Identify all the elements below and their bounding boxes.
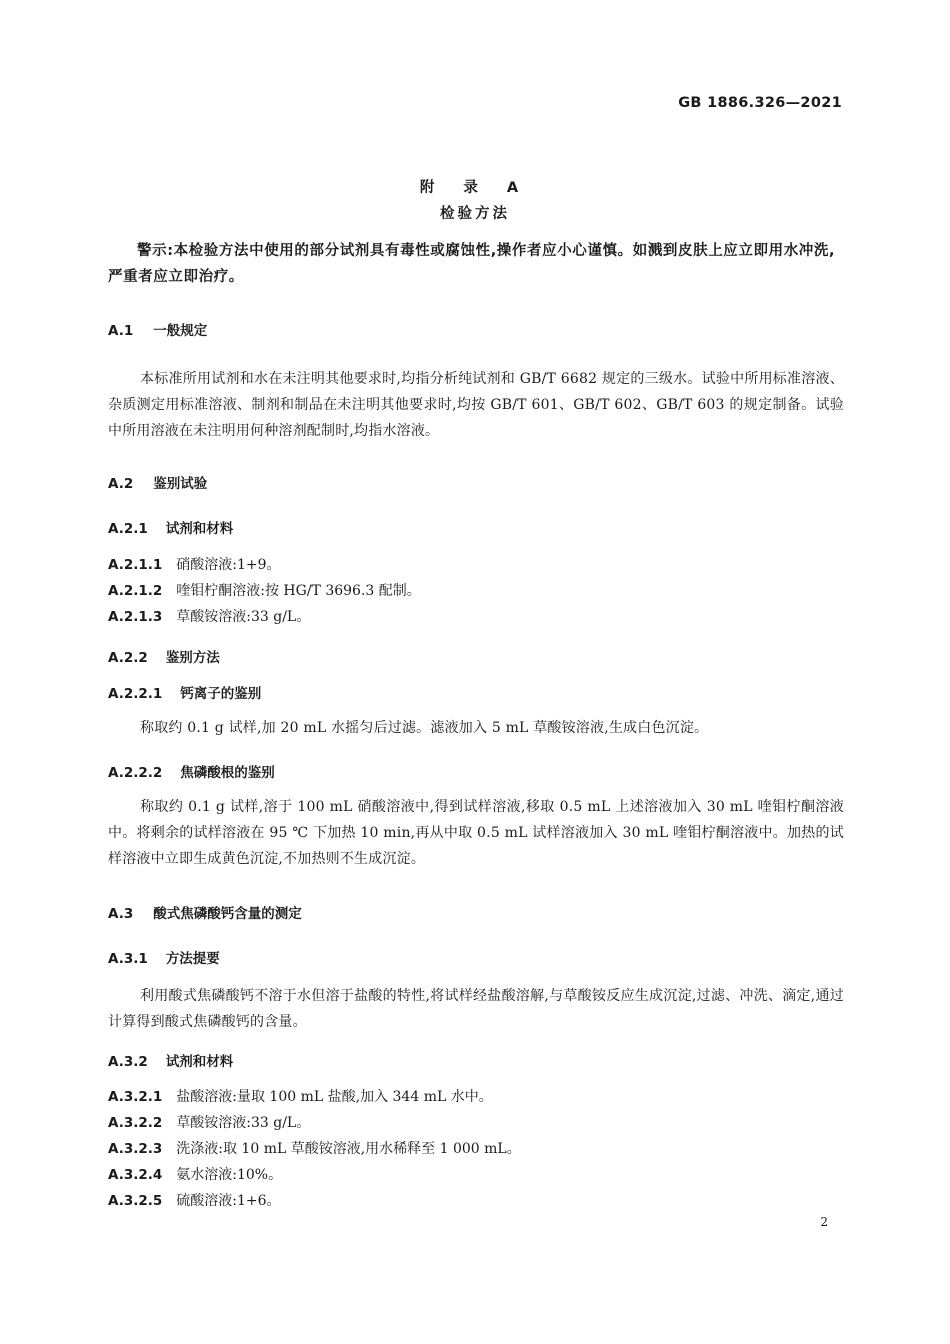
section-heading-a1 (108, 319, 207, 339)
section-number: A.2.2.2 (108, 765, 163, 781)
section-heading-a31 (108, 947, 220, 967)
paragraph-a221: 称取约 0.1 g 试样,加 20 mL 水摇匀后过滤。滤液加入 5 mL 草酸铵溶液,生成白色沉淀。 (140, 720, 709, 736)
list-item (108, 1112, 310, 1132)
section-title: 一般规定 (153, 323, 208, 339)
section-heading-a3 (108, 902, 302, 922)
section-number: A.3.2 (108, 1054, 148, 1070)
section-title: 试剂和材料 (165, 1054, 234, 1070)
section-number: A.3 (108, 906, 134, 922)
list-item (108, 580, 421, 600)
section-number: A.2.1 (108, 521, 148, 537)
item-number: A.3.2.2 (108, 1115, 163, 1131)
warning-text: 警示:本检验方法中使用的部分试剂具有毒性或腐蚀性,操作者应小心谨慎。如溅到皮肤上应立即用水冲洗,严重者应立即治疗。 (108, 243, 836, 285)
section-heading-a2 (108, 472, 207, 492)
section-number: A.1 (108, 323, 134, 339)
item-text: 草酸铵溶液:33 g/L。 (176, 609, 311, 625)
list-item (108, 606, 310, 626)
section-title: 焦磷酸根的鉴别 (180, 765, 275, 781)
section-number: A.2 (108, 476, 134, 492)
section-title: 酸式焦磷酸钙含量的测定 (153, 906, 302, 922)
standard-number: GB 1886.326—2021 (678, 95, 842, 111)
item-text: 草酸铵溶液:33 g/L。 (176, 1115, 311, 1131)
list-item (108, 554, 281, 574)
paragraph-a31: 利用酸式焦磷酸钙不溶于水但溶于盐酸的特性,将试样经盐酸溶解,与草酸铵反应生成沉淀,过滤、冲洗、滴定,通过计算得到酸式焦磷酸钙的含量。 (108, 988, 844, 1030)
section-heading-a32 (108, 1050, 233, 1070)
list-item (108, 1138, 521, 1158)
section-number: A.2.2.1 (108, 686, 163, 702)
annex-label: 附 录 A (419, 180, 531, 196)
section-number: A.2.2 (108, 650, 148, 666)
item-number: A.2.1.1 (108, 557, 163, 573)
item-text: 硝酸溶液:1+9。 (176, 557, 281, 573)
item-text: 洗涤液:取 10 mL 草酸铵溶液,用水稀释至 1 000 mL。 (176, 1141, 521, 1157)
item-text: 氨水溶液:10%。 (176, 1167, 283, 1183)
list-item (108, 1190, 281, 1210)
item-number: A.3.2.5 (108, 1193, 163, 1209)
paragraph-a222: 称取约 0.1 g 试样,溶于 100 mL 硝酸溶液中,得到试样溶液,移取 0.5 mL 上述溶液加入 30 mL 喹钼柠酮溶液中。将剩余的试样溶液在 95 ℃ 下加热 10 min,再从中取 0.5 mL 试样溶液加入 30 mL 喹钼柠酮溶液中。加热的试样溶液中立即生成黄色沉淀,不加热则不生成沉淀。 (108, 799, 844, 867)
item-text: 硫酸溶液:1+6。 (176, 1193, 281, 1209)
item-number: A.3.2.1 (108, 1089, 163, 1105)
annex-title: 检验方法 (440, 206, 510, 222)
section-heading-a22 (108, 646, 220, 666)
section-title: 钙离子的鉴别 (180, 686, 262, 702)
list-item (108, 1164, 282, 1184)
list-item (108, 1086, 493, 1106)
page-number: 2 (820, 1215, 828, 1229)
section-title: 方法提要 (165, 951, 220, 967)
section-number: A.3.1 (108, 951, 148, 967)
section-heading-a21 (108, 517, 233, 537)
item-number: A.2.1.3 (108, 609, 163, 625)
item-text: 喹钼柠酮溶液:按 HG/T 3696.3 配制。 (176, 583, 421, 599)
item-number: A.2.1.2 (108, 583, 163, 599)
section-title: 鉴别方法 (165, 650, 220, 666)
item-number: A.3.2.3 (108, 1141, 163, 1157)
section-heading-a221 (108, 682, 261, 702)
item-number: A.3.2.4 (108, 1167, 163, 1183)
section-heading-a222 (108, 761, 275, 781)
section-title: 鉴别试验 (153, 476, 208, 492)
item-text: 盐酸溶液:量取 100 mL 盐酸,加入 344 mL 水中。 (176, 1089, 493, 1105)
section-title: 试剂和材料 (165, 521, 234, 537)
paragraph-a1: 本标准所用试剂和水在未注明其他要求时,均指分析纯试剂和 GB/T 6682 规定的三级水。试验中所用标准溶液、杂质测定用标准溶液、制剂和制品在未注明其他要求时,均按 GB/T 601、GB/T 602、GB/T 603 的规定制备。试验中所用溶液在未注明用何种溶剂配制时,均指水溶液。 (108, 371, 844, 439)
